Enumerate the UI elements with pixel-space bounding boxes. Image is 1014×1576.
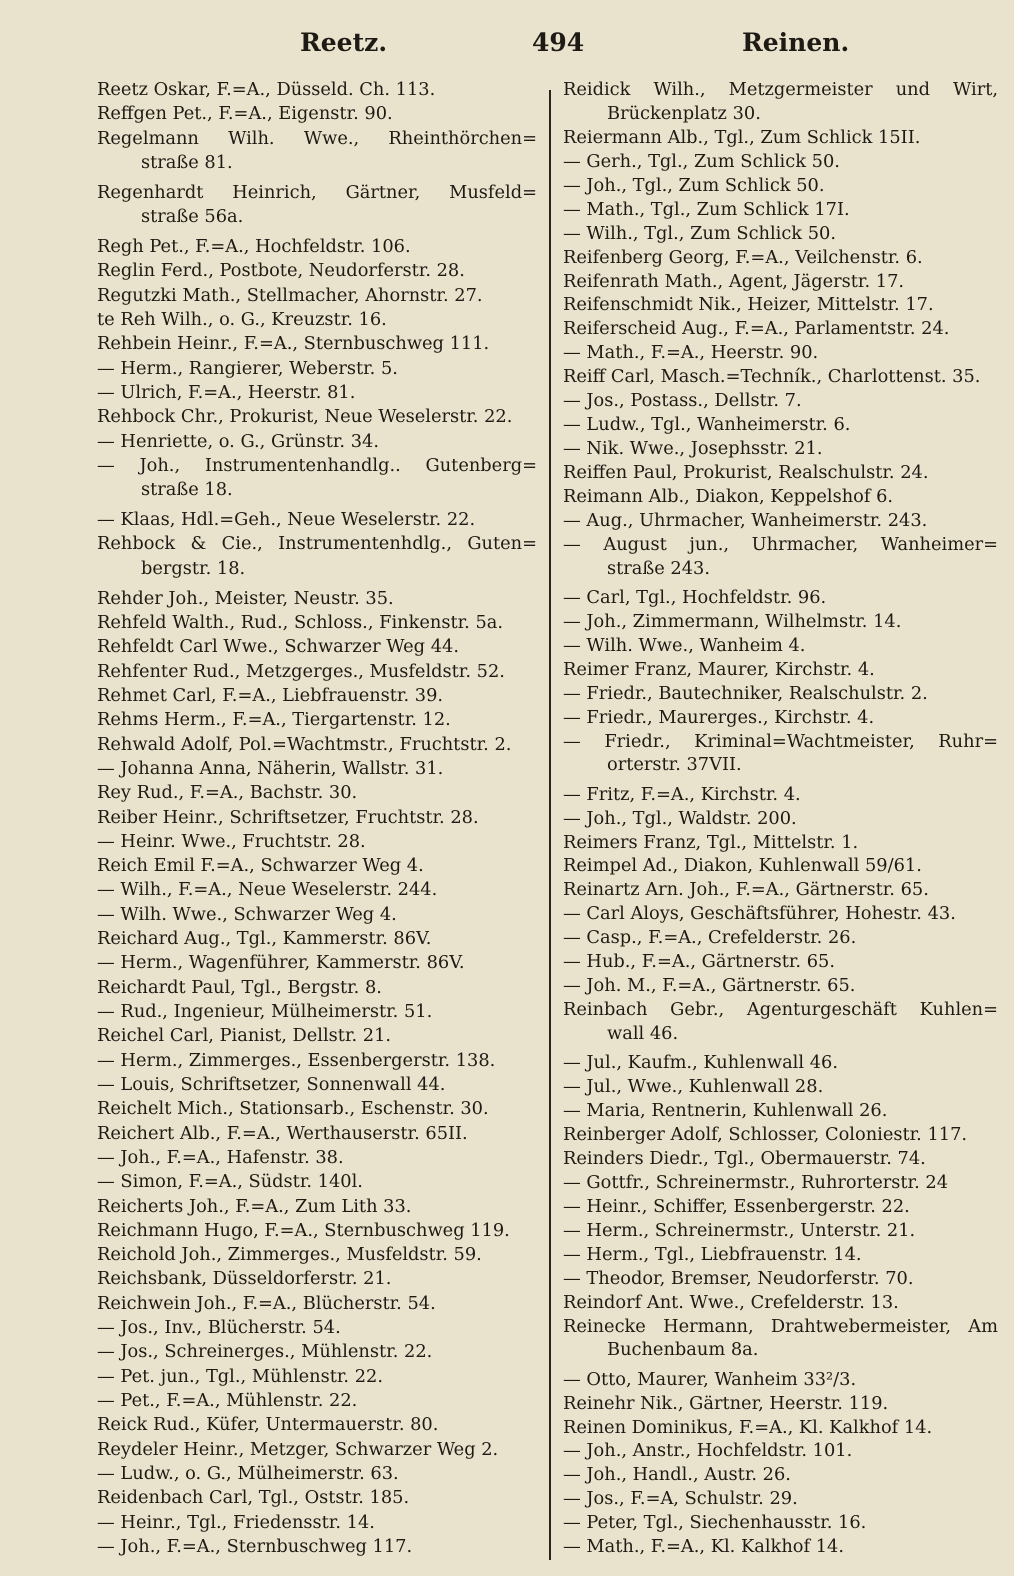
directory-entry: — Maria, Rentnerin, Kuhlenwall 26. bbox=[563, 1100, 888, 1122]
directory-entry: Regenhardt Heinrich, Gärtner, Musfeld= bbox=[97, 181, 537, 203]
directory-entry: — Heinr., Schiffer, Essenbergerstr. 22. bbox=[563, 1195, 910, 1217]
directory-entry: — Louis, Schriftsetzer, Sonnenwall 44. bbox=[97, 1073, 446, 1095]
directory-entry: — Joh., Tgl., Zum Schlick 50. bbox=[563, 174, 825, 196]
directory-entry: Reicherts Joh., F.=A., Zum Lith 33. bbox=[97, 1195, 412, 1217]
directory-entry: Rehder Joh., Meister, Neustr. 35. bbox=[97, 587, 394, 609]
directory-entry: Rehms Herm., F.=A., Tiergartenstr. 12. bbox=[97, 709, 451, 731]
entry-spacer bbox=[563, 582, 998, 586]
entry-spacer bbox=[97, 176, 537, 180]
directory-entry: Reifenrath Math., Agent, Jägerstr. 17. bbox=[563, 270, 905, 292]
directory-entry: — Jos., Postass., Dellstr. 7. bbox=[563, 390, 802, 412]
directory-entry: Rehmet Carl, F.=A., Liebfrauenstr. 39. bbox=[97, 684, 444, 706]
directory-entry: — August jun., Uhrmacher, Wanheimer= bbox=[563, 533, 998, 555]
directory-entry: — Nik. Wwe., Josephsstr. 21. bbox=[563, 438, 823, 460]
entry-spacer bbox=[563, 1363, 998, 1367]
directory-entry: Reiber Heinr., Schriftsetzer, Fruchtstr. 28. bbox=[97, 806, 479, 828]
directory-entry: Rehfenter Rud., Metzgerges., Musfeldstr. 52. bbox=[97, 660, 505, 682]
directory-entry: Rehbock Chr., Prokurist, Neue Weselerstr. 22. bbox=[97, 406, 513, 428]
directory-entry: Reinbach Gebr., Agenturgeschäft Kuhlen= bbox=[563, 999, 998, 1021]
directory-entry: — Math., F.=A., Heerstr. 90. bbox=[563, 342, 819, 364]
directory-entry: — Johanna Anna, Näherin, Wallstr. 31. bbox=[97, 757, 444, 779]
directory-entry: Rehbein Heinr., F.=A., Sternbuschweg 111. bbox=[97, 333, 490, 355]
directory-entry: te Reh Wilh., o. G., Kreuzstr. 16. bbox=[97, 309, 387, 331]
directory-entry: — Pet., F.=A., Mühlenstr. 22. bbox=[97, 1390, 358, 1411]
directory-entry: — Math., F.=A., Kl. Kalkhof 14. bbox=[563, 1536, 844, 1558]
directory-entry: — Simon, F.=A., Südstr. 140l. bbox=[97, 1171, 363, 1193]
directory-entry: Reimers Franz, Tgl., Mittelstr. 1. bbox=[563, 831, 859, 853]
directory-entry: — Friedr., Bautechniker, Realschulstr. 2. bbox=[563, 682, 928, 704]
directory-entry: Reifenschmidt Nik., Heizer, Mittelstr. 17. bbox=[563, 294, 934, 316]
directory-entry: Reimpel Ad., Diakon, Kuhlenwall 59/61. bbox=[563, 855, 922, 877]
directory-entry: Reimann Alb., Diakon, Keppelshof 6. bbox=[563, 485, 894, 507]
directory-entry-continuation: straße 243. bbox=[607, 557, 711, 579]
column-divider bbox=[549, 90, 551, 1560]
directory-entry: Reinartz Arn. Joh., F.=A., Gärtnerstr. 65. bbox=[563, 879, 929, 901]
directory-entry: — Jos., Inv., Blücherstr. 54. bbox=[97, 1317, 341, 1339]
directory-entry: — Jul., Kaufm., Kuhlenwall 46. bbox=[563, 1052, 838, 1074]
directory-entry: Reiferscheid Aug., F.=A., Parlamentstr. 24. bbox=[563, 318, 950, 340]
right-column bbox=[563, 79, 998, 1559]
entry-spacer bbox=[97, 582, 537, 586]
directory-entry: — Jos., Schreinerges., Mühlenstr. 22. bbox=[97, 1341, 433, 1363]
directory-entry-continuation: Buchenbaum 8a. bbox=[607, 1339, 759, 1361]
directory-entry: — Joh., Handl., Austr. 26. bbox=[563, 1464, 791, 1486]
directory-entry-continuation: bergstr. 18. bbox=[141, 557, 246, 579]
directory-entry: — Casp., F.=A., Crefelderstr. 26. bbox=[563, 927, 857, 949]
directory-entry-continuation: straße 56a. bbox=[141, 206, 244, 228]
directory-entry: — Henriette, o. G., Grünstr. 34. bbox=[97, 430, 379, 452]
left-column bbox=[97, 79, 537, 1559]
directory-entry: — Ludw., Tgl., Wanheimerstr. 6. bbox=[563, 414, 851, 436]
directory-entry: Reinberger Adolf, Schlosser, Coloniestr. 117. bbox=[563, 1124, 968, 1146]
entry-spacer bbox=[563, 1047, 998, 1051]
directory-entry: — Fritz, F.=A., Kirchstr. 4. bbox=[563, 783, 801, 805]
directory-entry: Rehwald Adolf, Pol.=Wachtmstr., Fruchtstr. 2. bbox=[97, 733, 512, 755]
directory-entry: Reichold Joh., Zimmerges., Musfeldstr. 59. bbox=[97, 1244, 482, 1266]
directory-entry: — Joh. M., F.=A., Gärtnerstr. 65. bbox=[563, 975, 856, 997]
directory-entry: Regelmann Wilh. Wwe., Rheinthörchen= bbox=[97, 127, 537, 149]
header-right-catchword: Reinen. bbox=[742, 28, 850, 57]
directory-entry: Reinehr Nik., Gärtner, Heerstr. 119. bbox=[563, 1392, 889, 1414]
entry-spacer bbox=[97, 504, 537, 508]
directory-entry: — Carl, Tgl., Hochfeldstr. 96. bbox=[563, 586, 827, 608]
directory-entry: — Theodor, Bremser, Neudorferstr. 70. bbox=[563, 1267, 914, 1289]
directory-entry: — Pet. jun., Tgl., Mühlenstr. 22. bbox=[97, 1365, 384, 1387]
directory-entry-continuation: Brückenplatz 30. bbox=[607, 102, 761, 124]
directory-entry: — Aug., Uhrmacher, Wanheimerstr. 243. bbox=[563, 509, 928, 531]
directory-entry: Rehfeldt Carl Wwe., Schwarzer Weg 44. bbox=[97, 636, 459, 658]
directory-entry: Reidenbach Carl, Tgl., Oststr. 185. bbox=[97, 1487, 410, 1509]
directory-entry: — Otto, Maurer, Wanheim 33²/3. bbox=[563, 1368, 857, 1390]
directory-entry: Reiffen Paul, Prokurist, Realschulstr. 24. bbox=[563, 462, 929, 483]
directory-entry: — Wilh., Tgl., Zum Schlick 50. bbox=[563, 222, 837, 244]
directory-entry: — Friedr., Kriminal=Wachtmeister, Ruhr= bbox=[563, 730, 998, 752]
directory-entry: Reichert Alb., F.=A., Werthauserstr. 65II. bbox=[97, 1122, 468, 1144]
directory-entry-continuation: straße 81. bbox=[141, 151, 233, 173]
directory-entry: Reifenberg Georg, F.=A., Veilchenstr. 6. bbox=[563, 246, 923, 268]
directory-entry: — Wilh., F.=A., Neue Weselerstr. 244. bbox=[97, 879, 438, 901]
directory-entry: Reimer Franz, Maurer, Kirchstr. 4. bbox=[563, 658, 875, 680]
directory-entry: — Klaas, Hdl.=Geh., Neue Weselerstr. 22. bbox=[97, 509, 476, 531]
header-left-catchword: Reetz. bbox=[300, 28, 388, 57]
directory-entry: — Joh., F.=A., Sternbuschweg 117. bbox=[97, 1535, 413, 1557]
directory-entry: Reiermann Alb., Tgl., Zum Schlick 15II. bbox=[563, 126, 921, 148]
directory-entry: Reinders Diedr., Tgl., Obermauerstr. 74. bbox=[563, 1147, 926, 1169]
directory-entry: Reetz Oskar, F.=A., Düsseld. Ch. 113. bbox=[97, 79, 436, 100]
entry-spacer bbox=[97, 230, 537, 234]
directory-entry: Reindorf Ant. Wwe., Crefelderstr. 13. bbox=[563, 1291, 899, 1313]
directory-entry: — Ludw., o. G., Mülheimerstr. 63. bbox=[97, 1462, 399, 1484]
directory-entry: — Joh., Anstr., Hochfeldstr. 101. bbox=[563, 1440, 853, 1462]
directory-entry-continuation: wall 46. bbox=[607, 1023, 679, 1045]
directory-entry: — Wilh. Wwe., Schwarzer Weg 4. bbox=[97, 903, 397, 925]
directory-entry: Rehfeld Walth., Rud., Schloss., Finkenstr. 5a. bbox=[97, 612, 504, 633]
directory-entry: Rehbock & Cie., Instrumentenhdlg., Guten= bbox=[97, 533, 537, 555]
directory-entry: Reinen Dominikus, F.=A., Kl. Kalkhof 14. bbox=[563, 1416, 933, 1438]
directory-entry: Reichelt Mich., Stationsarb., Eschenstr. 30. bbox=[97, 1098, 489, 1120]
directory-entry: — Joh., Zimmermann, Wilhelmstr. 14. bbox=[563, 610, 902, 632]
directory-entry: Regh Pet., F.=A., Hochfeldstr. 106. bbox=[97, 236, 411, 258]
directory-entry: Rey Rud., F.=A., Bachstr. 30. bbox=[97, 782, 358, 804]
directory-entry: — Carl Aloys, Geschäftsführer, Hohestr. 43. bbox=[563, 903, 956, 925]
directory-entry: Reichsbank, Düsseldorferstr. 21. bbox=[97, 1268, 392, 1290]
page-number: 494 bbox=[532, 28, 585, 57]
directory-entry: — Peter, Tgl., Siechenhausstr. 16. bbox=[563, 1512, 867, 1534]
directory-entry: — Gottfr., Schreinermstr., Ruhrorterstr. 24 bbox=[563, 1171, 949, 1193]
directory-entry: Reinecke Hermann, Drahtwebermeister, Am bbox=[563, 1315, 998, 1337]
directory-entry-continuation: orterstr. 37VII. bbox=[607, 754, 742, 776]
directory-entry: — Rud., Ingenieur, Mülheimerstr. 51. bbox=[97, 1001, 433, 1022]
directory-entry: Reydeler Heinr., Metzger, Schwarzer Weg 2. bbox=[97, 1438, 499, 1460]
directory-entry: — Heinr. Wwe., Fruchtstr. 28. bbox=[97, 830, 366, 852]
directory-entry: — Herm., Rangierer, Weberstr. 5. bbox=[97, 357, 398, 379]
page-header bbox=[0, 28, 1014, 72]
directory-entry: — Ulrich, F.=A., Heerstr. 81. bbox=[97, 381, 356, 403]
directory-entry: Reick Rud., Küfer, Untermauerstr. 80. bbox=[97, 1414, 439, 1436]
directory-entry: — Joh., Instrumentenhandlg.. Gutenberg= bbox=[97, 454, 537, 476]
directory-entry: — Herm., Tgl., Liebfrauenstr. 14. bbox=[563, 1243, 862, 1265]
directory-entry: Reichel Carl, Pianist, Dellstr. 21. bbox=[97, 1025, 392, 1047]
directory-entry: Reidick Wilh., Metzgermeister und Wirt, bbox=[563, 79, 998, 100]
directory-entry: Reglin Ferd., Postbote, Neudorferstr. 28. bbox=[97, 260, 465, 282]
directory-entry: — Herm., Schreinermstr., Unterstr. 21. bbox=[563, 1219, 916, 1241]
directory-entry: — Friedr., Maurerges., Kirchstr. 4. bbox=[563, 706, 875, 728]
directory-entry: — Herm., Wagenführer, Kammerstr. 86V. bbox=[97, 952, 465, 974]
directory-entry: — Jul., Wwe., Kuhlenwall 28. bbox=[563, 1076, 824, 1098]
directory-entry: Reiff Carl, Masch.=Techník., Charlottenst. 35. bbox=[563, 366, 981, 388]
directory-entry: — Joh., Tgl., Waldstr. 200. bbox=[563, 807, 797, 829]
directory-entry: Reichmann Hugo, F.=A., Sternbuschweg 119. bbox=[97, 1219, 510, 1241]
directory-entry: Reichard Aug., Tgl., Kammerstr. 86V. bbox=[97, 928, 432, 950]
directory-entry: — Herm., Zimmerges., Essenbergerstr. 138. bbox=[97, 1049, 496, 1071]
directory-entry: Reffgen Pet., F.=A., Eigenstr. 90. bbox=[97, 103, 393, 125]
directory-entry: — Math., Tgl., Zum Schlick 17I. bbox=[563, 198, 850, 220]
directory-entry: Reichwein Joh., F.=A., Blücherstr. 54. bbox=[97, 1292, 436, 1314]
directory-entry-continuation: straße 18. bbox=[141, 479, 233, 501]
directory-entry: — Joh., F.=A., Hafenstr. 38. bbox=[97, 1146, 344, 1168]
directory-entry: Reich Emil F.=A., Schwarzer Weg 4. bbox=[97, 855, 424, 877]
directory-entry: Regutzki Math., Stellmacher, Ahornstr. 27. bbox=[97, 284, 483, 306]
directory-entry: — Heinr., Tgl., Friedensstr. 14. bbox=[97, 1511, 375, 1533]
directory-entry: — Jos., F.=A, Schulstr. 29. bbox=[563, 1488, 798, 1510]
entry-spacer bbox=[563, 778, 998, 782]
directory-entry: — Hub., F.=A., Gärtnerstr. 65. bbox=[563, 951, 835, 973]
directory-entry: Reichardt Paul, Tgl., Bergstr. 8. bbox=[97, 976, 382, 998]
directory-entry: — Wilh. Wwe., Wanheim 4. bbox=[563, 634, 806, 656]
directory-entry: — Gerh., Tgl., Zum Schlick 50. bbox=[563, 150, 840, 172]
